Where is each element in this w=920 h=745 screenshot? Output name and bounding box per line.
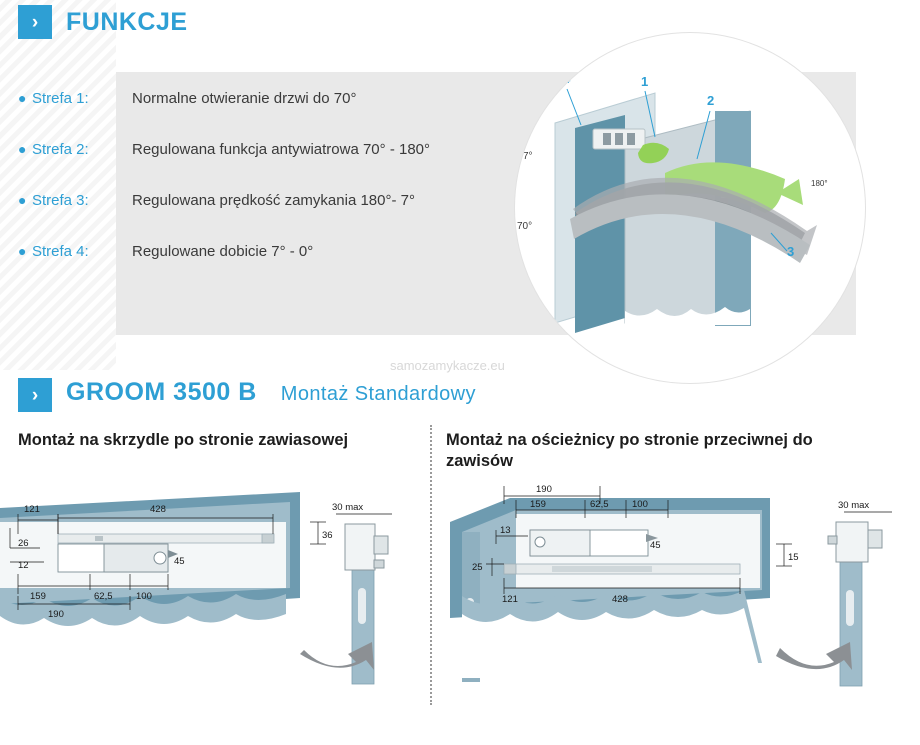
watermark: samozamykacze.eu xyxy=(390,358,505,373)
mount-title-right: Montaż na ościeżnicy po stronie przeciwnej do zawisów xyxy=(446,431,813,471)
diagram-opposite-side-mount xyxy=(440,478,910,708)
dim-121: 121 xyxy=(24,504,40,515)
dim-30max: 30 max xyxy=(838,500,870,511)
dim-45: 45 xyxy=(174,556,185,567)
product-title: GROOM 3500 B xyxy=(66,378,257,406)
list-item xyxy=(18,90,538,141)
svg-text:1: 1 xyxy=(641,74,649,89)
dim-428: 428 xyxy=(612,594,628,605)
dim-625: 62,5 xyxy=(590,499,609,510)
dim-30max: 30 max xyxy=(332,502,364,513)
dim-121: 121 xyxy=(502,594,518,605)
mount-title-left: Montaż na skrzydle po stronie zawiasowej xyxy=(18,431,349,449)
list-item xyxy=(18,141,538,192)
list-item xyxy=(18,243,538,294)
dim-190: 190 xyxy=(536,484,552,495)
feature-description: Regulowana prędkość zamykania 180°- 7° xyxy=(132,192,415,209)
feature-description: Regulowana funkcja antywiatrowa 70° - 180° xyxy=(132,141,431,158)
feature-zone-label: Strefa 4: xyxy=(32,243,89,260)
section-header-groom xyxy=(18,378,476,412)
feature-description: Regulowane dobicie 7° - 0° xyxy=(132,243,314,260)
chevron-right-icon: › xyxy=(18,378,52,412)
dim-625: 62,5 xyxy=(94,591,113,602)
svg-text:70°: 70° xyxy=(517,221,533,232)
features-list xyxy=(18,90,538,294)
dim-26: 26 xyxy=(18,538,29,549)
bullet-icon: ● xyxy=(18,243,27,259)
dim-25: 25 xyxy=(472,562,483,573)
dim-45: 45 xyxy=(650,540,661,551)
dim-100: 100 xyxy=(136,591,152,602)
dim-15: 15 xyxy=(788,552,799,563)
svg-text:7°: 7° xyxy=(523,151,533,162)
page-title: FUNKCJE xyxy=(66,7,188,36)
dim-159: 159 xyxy=(530,499,546,510)
feature-zone-label: Strefa 2: xyxy=(32,141,89,158)
dim-190: 190 xyxy=(48,609,64,620)
dim-159: 159 xyxy=(30,591,46,602)
list-item xyxy=(18,192,538,243)
feature-zone-label: Strefa 3: xyxy=(32,192,89,209)
bullet-icon: ● xyxy=(18,90,27,106)
bullet-icon: ● xyxy=(18,192,27,208)
dim-428: 428 xyxy=(150,504,166,515)
dim-12: 12 xyxy=(18,560,29,571)
diagram-hinge-side-mount xyxy=(0,478,420,708)
feature-description: Normalne otwieranie drzwi do 70° xyxy=(132,90,357,107)
chevron-right-icon: › xyxy=(18,5,52,39)
svg-text:2: 2 xyxy=(707,93,715,108)
vertical-divider xyxy=(430,425,432,705)
feature-zone-label: Strefa 1: xyxy=(32,90,89,107)
dim-13: 13 xyxy=(500,525,511,536)
dim-100: 100 xyxy=(632,499,648,510)
door-zones-illustration xyxy=(515,33,865,383)
svg-text:3: 3 xyxy=(787,244,795,259)
section-header-funkcje xyxy=(18,5,188,39)
dim-36: 36 xyxy=(322,530,333,541)
bullet-icon: ● xyxy=(18,141,27,157)
svg-text:180°: 180° xyxy=(811,179,828,188)
product-subtitle: Montaż Standardowy xyxy=(280,383,476,405)
